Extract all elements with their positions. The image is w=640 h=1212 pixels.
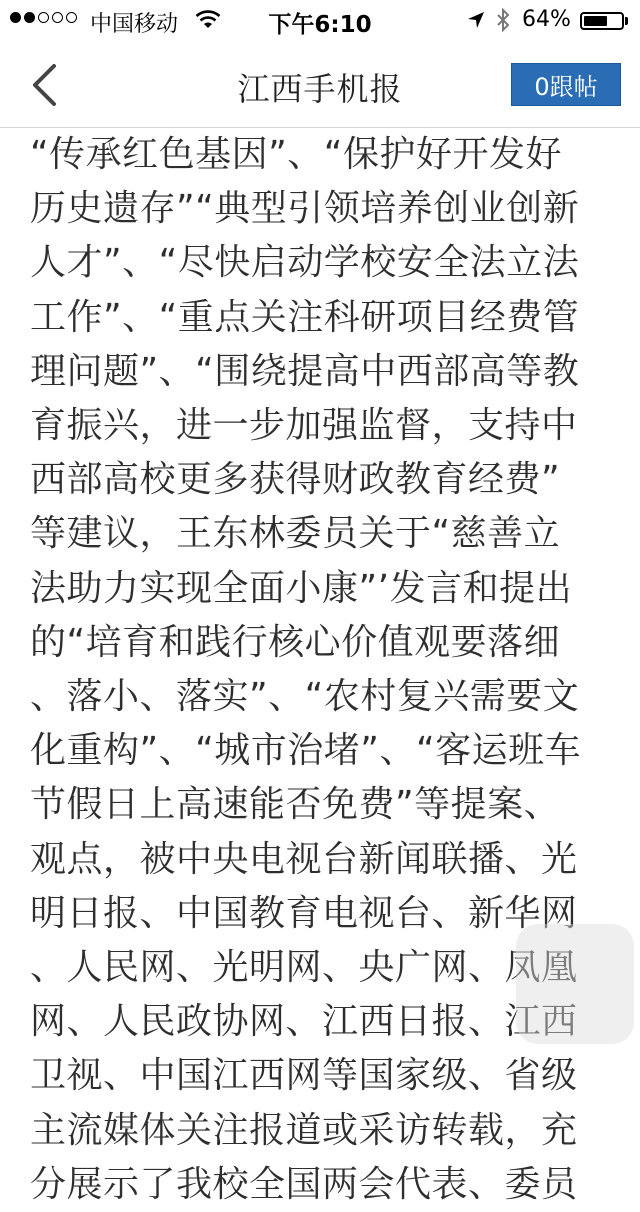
page-title: 江西手机报 bbox=[237, 70, 403, 108]
navigation-bar bbox=[0, 40, 640, 128]
bluetooth-icon bbox=[495, 8, 511, 38]
battery-fill bbox=[584, 16, 607, 26]
location-arrow-icon bbox=[466, 10, 486, 36]
comment-count-button[interactable]: 0跟帖 bbox=[511, 63, 621, 106]
battery-tip bbox=[625, 17, 628, 25]
battery-icon bbox=[580, 12, 624, 30]
status-time: 下午6:10 bbox=[268, 12, 372, 38]
status-bar bbox=[0, 0, 640, 40]
article-text: “传承红色基因”、“保护好开发好 历史遗存”“典型引领培养创业创新 人才”、“尽快启动学校安全法立法 工作”、“重点关注科研项目经费管 理问题”、“围绕提高中西部高等教 育振兴，进一步加强监督，支持中 西部高校更多获得财政教育经费” 等建议，王东林委员关于“慈善立 法助力实现全面小康”’发言和提出 的“培育和践行核心价值观要落细 、落小、落实”、“农村复兴需要文 化重构”、“城市治堵”、“客运班车 节假日上高速能否免费”等提案、 观点，被中央电视台新闻联播、光 明日报、中国教育电视台、新华网 、人民网、光明网、央广网、凤凰 网、人民政协网、江西日报、江西 卫视、中国江西网等国家级、省级 主流媒体关注报道或采访转载，充 分展示了我校全国两会代表、委员 bbox=[30, 134, 582, 1205]
battery-percent: 64% bbox=[522, 7, 571, 32]
floating-assistive-button[interactable] bbox=[516, 924, 634, 1044]
article-body bbox=[30, 128, 614, 1212]
carrier-name: 中国移动 bbox=[90, 12, 179, 37]
